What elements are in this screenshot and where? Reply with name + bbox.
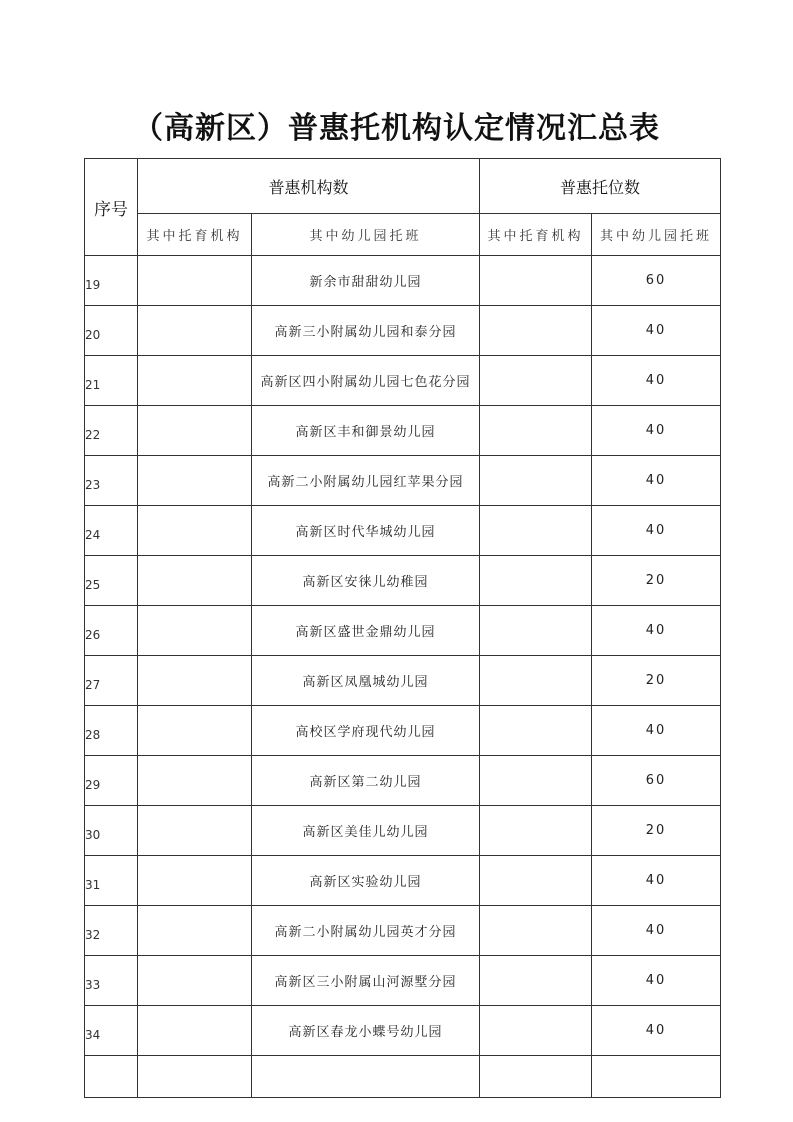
row-kindergarten: 高校区学府现代幼儿园 (252, 706, 480, 756)
row-seat-kindergarten: 40 (592, 856, 721, 906)
row-kindergarten: 高新区四小附属幼儿园七色花分园 (252, 356, 480, 406)
row-kindergarten: 高新区时代华城幼儿园 (252, 506, 480, 556)
table-row (85, 606, 721, 656)
row-seat-kindergarten: 40 (592, 306, 721, 356)
table-row (85, 656, 721, 706)
row-nursery (138, 1006, 252, 1056)
empty-cell (85, 1056, 138, 1098)
table-row (85, 456, 721, 506)
row-seq: 19 (85, 256, 138, 306)
row-seat-kindergarten: 40 (592, 606, 721, 656)
row-kindergarten: 新余市甜甜幼儿园 (252, 256, 480, 306)
row-nursery (138, 606, 252, 656)
row-seat-nursery (480, 506, 592, 556)
header-seq: 序号 (85, 159, 138, 256)
row-seat-kindergarten: 40 (592, 456, 721, 506)
row-seat-kindergarten: 60 (592, 256, 721, 306)
row-seat-kindergarten: 40 (592, 1006, 721, 1056)
page-title: （高新区）普惠托机构认定情况汇总表 (133, 111, 660, 146)
row-nursery (138, 506, 252, 556)
empty-cell (480, 1056, 592, 1098)
row-kindergarten: 高新区安徕儿幼稚园 (252, 556, 480, 606)
row-nursery (138, 406, 252, 456)
row-seq: 27 (85, 656, 138, 706)
row-seq: 22 (85, 406, 138, 456)
row-seq: 24 (85, 506, 138, 556)
row-seat-nursery (480, 856, 592, 906)
row-kindergarten: 高新区第二幼儿园 (252, 756, 480, 806)
row-kindergarten: 高新区凤凰城幼儿园 (252, 656, 480, 706)
row-seat-nursery (480, 956, 592, 1006)
row-seq: 23 (85, 456, 138, 506)
row-seat-kindergarten: 40 (592, 706, 721, 756)
row-kindergarten: 高新区美佳儿幼儿园 (252, 806, 480, 856)
row-nursery (138, 306, 252, 356)
row-kindergarten: 高新二小附属幼儿园英才分园 (252, 906, 480, 956)
row-seat-nursery (480, 656, 592, 706)
row-nursery (138, 556, 252, 606)
row-seat-nursery (480, 1006, 592, 1056)
row-kindergarten: 高新区盛世金鼎幼儿园 (252, 606, 480, 656)
row-seq: 25 (85, 556, 138, 606)
row-seat-kindergarten: 40 (592, 506, 721, 556)
row-nursery (138, 956, 252, 1006)
row-nursery (138, 756, 252, 806)
row-nursery (138, 456, 252, 506)
empty-cell (592, 1056, 721, 1098)
row-seq: 26 (85, 606, 138, 656)
row-seat-nursery (480, 756, 592, 806)
header-group-seats: 普惠托位数 (480, 159, 721, 214)
row-kindergarten: 高新二小附属幼儿园红苹果分园 (252, 456, 480, 506)
table-row (85, 856, 721, 906)
row-seq: 20 (85, 306, 138, 356)
row-seq: 28 (85, 706, 138, 756)
row-nursery (138, 706, 252, 756)
row-seat-nursery (480, 456, 592, 506)
row-nursery (138, 856, 252, 906)
row-seat-kindergarten: 40 (592, 356, 721, 406)
row-seat-kindergarten: 40 (592, 956, 721, 1006)
row-seat-kindergarten: 20 (592, 556, 721, 606)
header-inst-kindergarten: 其中幼儿园托班 (252, 214, 480, 256)
row-kindergarten: 高新区春龙小蝶号幼儿园 (252, 1006, 480, 1056)
table-row (85, 356, 721, 406)
row-nursery (138, 906, 252, 956)
row-seat-kindergarten: 20 (592, 656, 721, 706)
row-kindergarten: 高新区丰和御景幼儿园 (252, 406, 480, 456)
table-row (85, 956, 721, 1006)
empty-cell (138, 1056, 252, 1098)
row-seat-nursery (480, 556, 592, 606)
row-nursery (138, 656, 252, 706)
row-seat-nursery (480, 706, 592, 756)
row-seat-nursery (480, 806, 592, 856)
table-row (85, 406, 721, 456)
row-seq: 34 (85, 1006, 138, 1056)
row-nursery (138, 256, 252, 306)
header-group-institutions: 普惠机构数 (138, 159, 480, 214)
row-seat-kindergarten: 40 (592, 406, 721, 456)
table-row-empty (85, 1056, 721, 1098)
table-row (85, 556, 721, 606)
table-row (85, 806, 721, 856)
table-row (85, 906, 721, 956)
header-inst-nursery: 其中托育机构 (138, 214, 252, 256)
header-seat-nursery: 其中托育机构 (480, 214, 592, 256)
row-seq: 30 (85, 806, 138, 856)
row-kindergarten: 高新区三小附属山河源墅分园 (252, 956, 480, 1006)
empty-cell (252, 1056, 480, 1098)
row-seat-kindergarten: 40 (592, 906, 721, 956)
row-seat-nursery (480, 606, 592, 656)
row-seq: 21 (85, 356, 138, 406)
row-nursery (138, 806, 252, 856)
row-seq: 33 (85, 956, 138, 1006)
row-seq: 29 (85, 756, 138, 806)
table-row (85, 1006, 721, 1056)
table-row (85, 306, 721, 356)
row-seq: 31 (85, 856, 138, 906)
row-seat-nursery (480, 306, 592, 356)
summary-table (84, 158, 721, 1098)
row-seat-kindergarten: 60 (592, 756, 721, 806)
table-row (85, 256, 721, 306)
table-row (85, 506, 721, 556)
row-seq: 32 (85, 906, 138, 956)
header-seat-kindergarten: 其中幼儿园托班 (592, 214, 721, 256)
row-kindergarten: 高新三小附属幼儿园和泰分园 (252, 306, 480, 356)
table-row (85, 756, 721, 806)
row-seat-nursery (480, 256, 592, 306)
row-kindergarten: 高新区实验幼儿园 (252, 856, 480, 906)
row-seat-nursery (480, 356, 592, 406)
row-seat-nursery (480, 406, 592, 456)
table-row (85, 706, 721, 756)
row-seat-nursery (480, 906, 592, 956)
row-seat-kindergarten: 20 (592, 806, 721, 856)
row-nursery (138, 356, 252, 406)
